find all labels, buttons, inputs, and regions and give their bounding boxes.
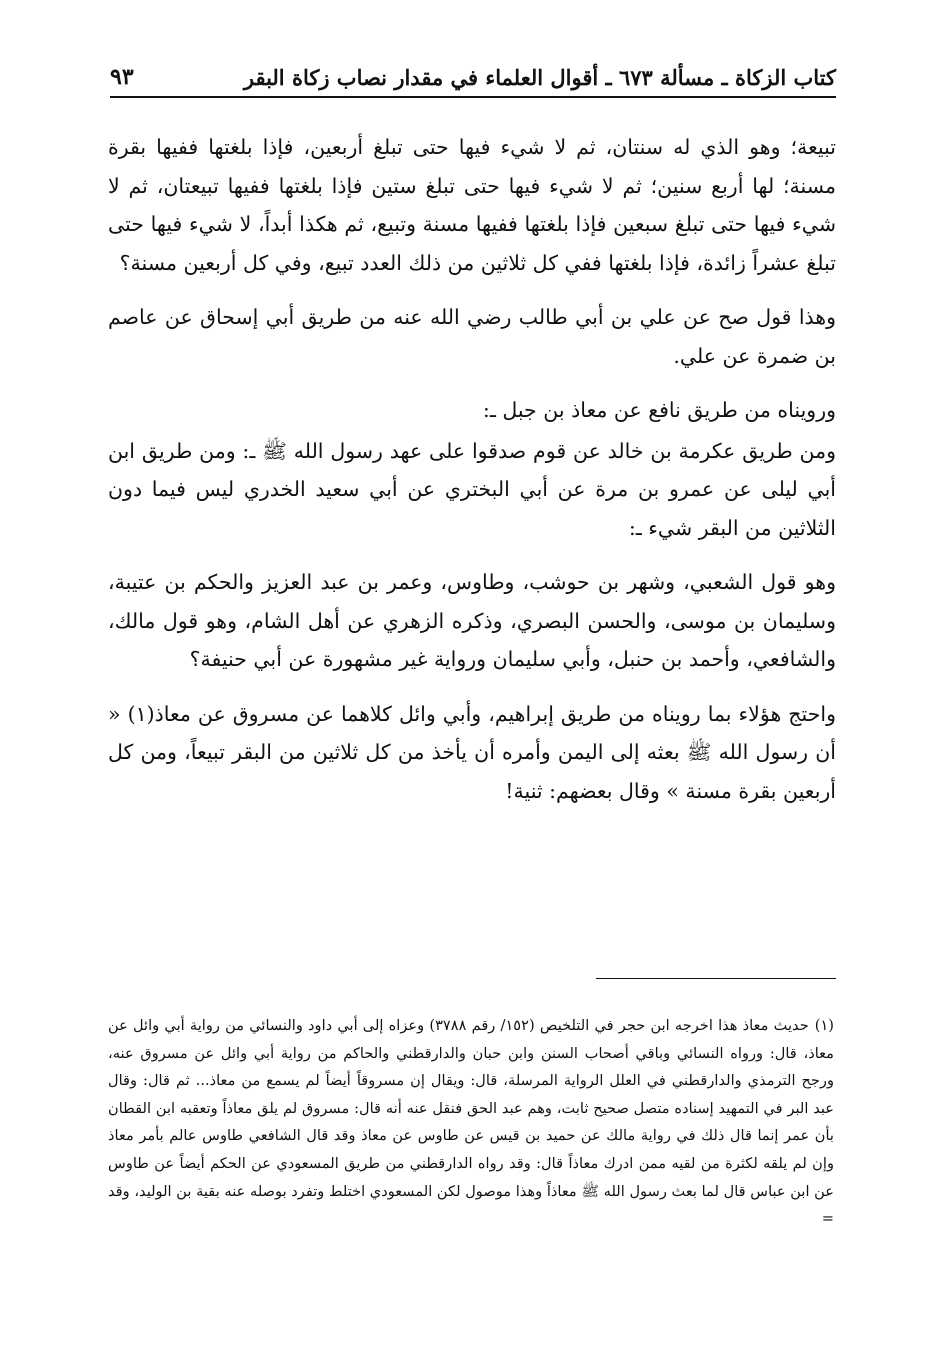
footnote-1: [108, 1012, 834, 1233]
header-title: كتاب الزكاة ـ مسألة ٦٧٣ ـ أقوال العلماء في مقدار نصاب زكاة البقر: [243, 64, 836, 90]
paragraph-2: وهذا قول صح عن علي بن أبي طالب رضي الله عنه من طريق أبي إسحاق عن عاصم بن ضمرة عن علي.: [108, 305, 836, 368]
footnote-marker: (١): [814, 1017, 834, 1034]
paragraph-1: تبيعة؛ وهو الذي له سنتان، ثم لا شيء فيها حتى تبلغ أربعين، فإذا بلغتها ففيها بقرة مسنة؛ لها أربع سنين؛ ثم لا شيء فيها حتى تبلغ ستين فإذا بلغتها ففيها تبيعتان، ثم لا شيء فيها حتى تبلغ سبعين فإذا بلغتها ففيها مسنة وتبيع، ثم هكذا أبداً، لا شيء فيها حتى تبلغ عشراً زائدة، فإذا بلغتها ففي كل ثلاثين من ذلك العدد تبيع، وفي كل أربعين مسنة؟: [108, 135, 836, 275]
page-number: ٩٣: [110, 64, 134, 90]
footnotes: [108, 1012, 834, 1233]
paragraph-4: ومن طريق عكرمة بن خالد عن قوم صدقوا على عهد رسول الله ﷺ ـ: ومن طريق ابن أبي ليلى عن عمرو بن مرة عن أبي البختري عن أبي سعيد الخدري ليس فيما دون الثلاثين من البقر شيء ـ:: [108, 438, 836, 540]
footnote-divider: [596, 978, 836, 979]
paragraph-3: ورويناه من طريق نافع عن معاذ بن جبل ـ:: [482, 398, 836, 422]
paragraph-6: واحتج هؤلاء بما رويناه من طريق إبراهيم، وأبي وائل كلاهما عن مسروق عن معاذ(١) « أن رسول الله ﷺ بعثه إلى اليمن وأمره أن يأخذ من كل ثلاثين من البقر تبيعاً، ومن كل أربعين بقرة مسنة » وقال بعضهم: ثنية!: [108, 701, 836, 803]
body-text: [108, 128, 836, 826]
running-header: [110, 58, 836, 98]
footnote-text: حديث معاذ هذا اخرجه ابن حجر في التلخيص (١٥٢/ رقم ٣٧٨٨) وعزاه إلى أبي داود والنسائي من رواية أبي وائل عن معاذ، قال: ورواه النسائي وباقي أصحاب السنن وابن حبان والدارقطني والحاكم من رواية أبي وائل عن مسروق عنه، ورجح الترمذي والدارقطني في العلل الرواية المرسلة، قال: ويقال إن مسروقاً أيضاً لم يسمع من معاذ... ثم قال: وقال عبد البر في التمهيد إسناده متصل صحيح ثابت، وهم عبد الحق فنقل عنه أنه قال: مسروق لم يلق معاذاً وتعقبه ابن القطان بأن عمر إنما قال ذلك في رواية مالك عن حميد بن قيس عن طاوس عن معاذ وقد قال الشافعي طاوس عالم بأمر معاذ وإن لم يلقه لكثرة من لقيه ممن ادرك معاذاً قال: وقد رواه الدارقطني من طريق المسعودي عن الحكم أيضاً عن طاوس عن ابن عباس قال لما بعث رسول الله ﷺ معاذاً وهذا موصول لكن المسعودي اختلط وتفرد بوصله عنه بقية بن الوليد، وقد =: [108, 1017, 834, 1228]
paragraph-5: وهو قول الشعبي، وشهر بن حوشب، وطاوس، وعمر بن عبد العزيز والحكم بن عتيبة، وسليمان بن موسى، والحسن البصري، وذكره الزهري عن أهل الشام، وهو قول مالك، والشافعي، وأحمد بن حنبل، وأبي سليمان ورواية غير مشهورة عن أبي حنيفة؟: [108, 570, 836, 671]
